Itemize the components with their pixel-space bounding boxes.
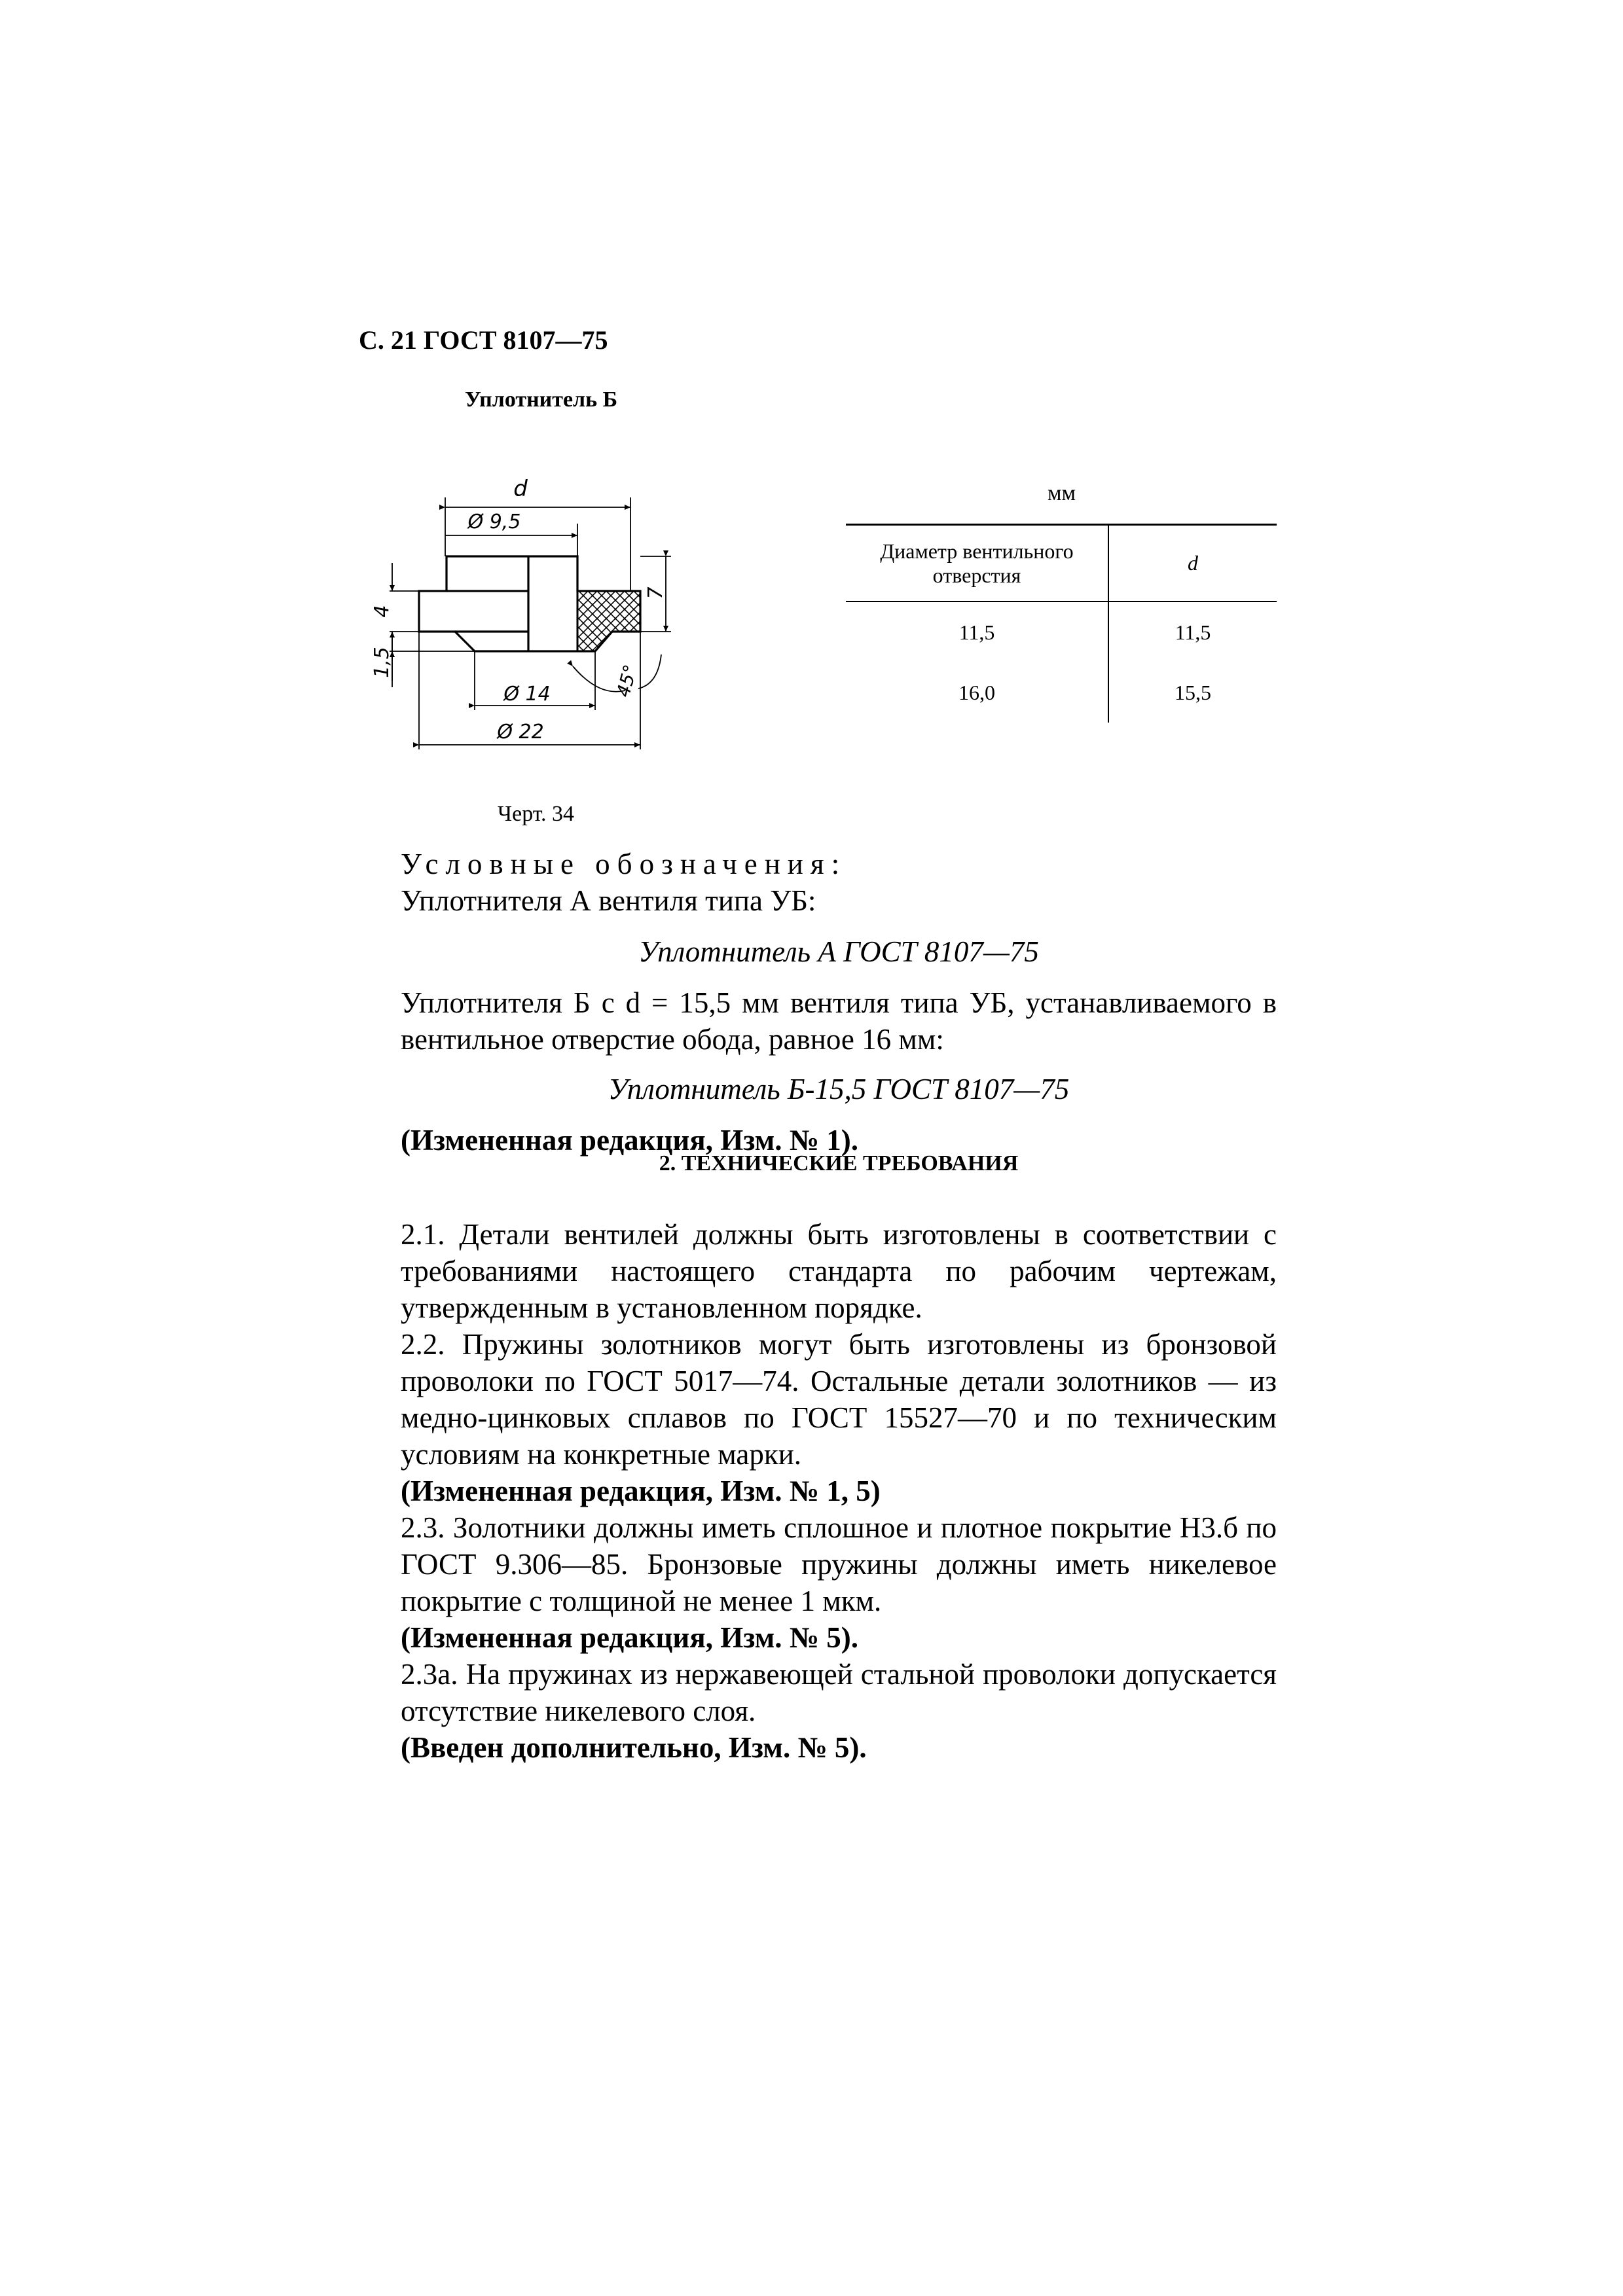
designation-b-line: Уплотнителя Б с d = 15,5 мм вентиля типа УБ, устанавливаемого в вентильное отверстие обода, равное 16 мм: <box>401 986 1277 1056</box>
table-header-row <box>846 525 1277 602</box>
dim-4: 4 <box>371 605 393 618</box>
dim-d: d <box>513 476 528 502</box>
dim-phi-14: Ø 14 <box>503 683 551 706</box>
table-row <box>846 662 1277 723</box>
dim-phi-22: Ø 22 <box>497 721 544 744</box>
col-header-d: d <box>1108 525 1277 602</box>
paragraph-2-3a: 2.3а. На пружинах из нержавеющей стальной проволоки допускается отсутствие никелевого слоя. <box>401 1658 1277 1727</box>
amendment-2-3a: (Введен дополнительно, Изм. № 5). <box>401 1731 867 1764</box>
paragraph-2-3: 2.3. Золотники должны иметь сплошное и плотное покрытие Н3.б по ГОСТ 9.306—85. Бронзовые пружины должны иметь никелевое покрытие с толщиной не менее 1 мкм. <box>401 1511 1277 1617</box>
seal-drawing <box>363 458 665 766</box>
dim-7: 7 <box>644 586 667 600</box>
dim-angle: 45° <box>612 662 642 700</box>
designation-b-example: Уплотнитель Б-15,5 ГОСТ 8107—75 <box>608 1073 1070 1105</box>
designation-a-example: Уплотнитель А ГОСТ 8107—75 <box>638 935 1039 968</box>
dimension-table <box>846 524 1277 723</box>
cell-d: 11,5 <box>1175 620 1211 644</box>
col-header-hole-diameter: Диаметр вентильного отверстия <box>846 525 1108 602</box>
amendment-2-2: (Измененная редакция, Изм. № 1, 5) <box>401 1475 881 1507</box>
paragraph-2-1: 2.1. Детали вентилей должны быть изготовлены в соответствии с требованиями настоящего стандарта по рабочим чертежам, утвержденным в установленном порядке. <box>401 1218 1277 1324</box>
designation-a-line: Уплотнителя А вентиля типа УБ: <box>401 884 816 917</box>
designations-block <box>401 846 1277 1158</box>
paragraph-2-2: 2.2. Пружины золотников могут быть изготовлены из бронзовой проволоки по ГОСТ 5017—74. Остальные детали золотников — из медно-цинковых сплавов по ГОСТ 15527—70 и по техническим условиям на конкретные марки. <box>401 1328 1277 1471</box>
units-label: мм <box>1048 481 1076 505</box>
dim-1-5: 1,5 <box>371 647 393 678</box>
page-header: С. 21 ГОСТ 8107—75 <box>359 325 608 355</box>
cell-hole: 16,0 <box>846 662 1108 723</box>
dim-phi-9-5: Ø 9,5 <box>467 511 521 533</box>
designations-heading: Условные обозначения: <box>401 848 847 880</box>
table-row <box>846 601 1277 662</box>
amendment-note: (Измененная редакция, Изм. № 1). <box>401 1124 859 1157</box>
cell-hole: 11,5 <box>846 601 1108 662</box>
figure-title: Уплотнитель Б <box>465 387 618 412</box>
figure-caption: Черт. 34 <box>498 802 575 826</box>
section-title: 2. ТЕХНИЧЕСКИЕ ТРЕБОВАНИЯ <box>659 1151 1019 1175</box>
cell-d: 15,5 <box>1175 680 1211 704</box>
amendment-2-3: (Измененная редакция, Изм. № 5). <box>401 1621 859 1654</box>
section-2 <box>401 1145 1277 1766</box>
